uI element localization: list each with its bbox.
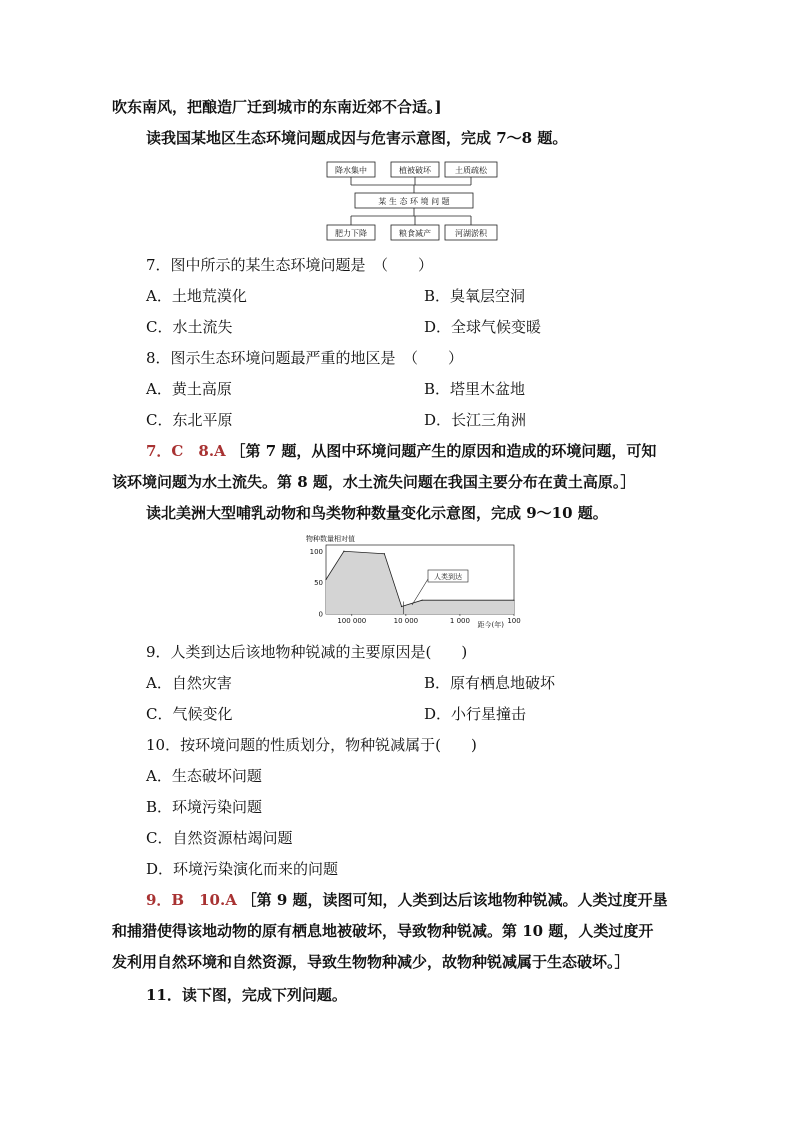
series-point-4 (422, 600, 423, 601)
question-8: 8．图示生态环境问题最严重的地区是 （ ） (146, 349, 464, 367)
answer-9-10-line2: 和捕猎使得该地动物的原有栖息地被破坏，导致物种锐减。第 10 题，人类过度开 (112, 922, 654, 940)
series-area (326, 551, 514, 614)
question-9: 9．人类到达后该地物种锐减的主要原因是( ) (146, 643, 468, 661)
answer-9-10-text1: ［第 9 题，读图可知，人类到达后该地物种锐减。人类过度开垦 (241, 891, 668, 909)
q10-option-a: A．生态破坏问题 (146, 767, 262, 785)
effect-label-1: 肥力下降 (335, 229, 367, 238)
q7-option-a: A．土地荒漠化 (146, 287, 247, 305)
q9-option-c: C．气候变化 (146, 705, 233, 723)
answer-7-8-line1 (146, 441, 656, 461)
y-tick-label-2: 0 (318, 610, 323, 619)
answer-7-8-line2: 该环境问题为水土流失。第 8 题，水土流失问题在我国主要分布在黄土高原。］ (112, 473, 636, 491)
series-point-1 (343, 551, 344, 552)
cause-label-2: 植被破坏 (399, 166, 431, 175)
series-point-0 (325, 579, 326, 580)
y-tick-label-1: 50 (314, 579, 323, 588)
chart-xlabel: 距今(年) (477, 621, 504, 629)
annotation-label: 人类到达 (434, 573, 462, 581)
q10-option-d: D．环境污染演化而来的问题 (146, 860, 339, 878)
q8-option-d: D．长江三角洲 (424, 411, 527, 429)
q7-option-c: C．水土流失 (146, 318, 233, 336)
question-10: 10．按环境问题的性质划分，物种锐减属于( ) (146, 736, 477, 754)
q7-option-d: D．全球气候变暖 (424, 318, 542, 336)
x-tick-label-1: 10 000 (393, 617, 419, 625)
effect-label-3: 河湖淤积 (455, 229, 487, 238)
q10-option-c: C．自然资源枯竭问题 (146, 829, 293, 847)
question-11: 11．读下图，完成下列问题。 (146, 986, 347, 1004)
answer-9-10-line3: 发利用自然环境和自然资源，导致生物物种减少，故物种锐减属于生态破坏。］ (112, 953, 630, 971)
instruction-q7-8: 读我国某地区生态环境问题成因与危害示意图，完成 7～8 题。 (146, 129, 568, 147)
q9-option-a: A．自然灾害 (146, 674, 232, 692)
q10-option-b: B．环境污染问题 (146, 798, 263, 816)
q8-option-b: B．塔里木盆地 (424, 380, 526, 398)
cause-label-3: 土质疏松 (455, 166, 487, 175)
answer-7-8-label: 7．C 8.A (146, 442, 226, 460)
instruction-q9-10: 读北美洲大型哺乳动物和鸟类物种数量变化示意图，完成 9～10 题。 (146, 504, 608, 522)
answer-9-10-line1 (146, 890, 668, 910)
q9-option-b: B．原有栖息地破坏 (424, 674, 556, 692)
cause-label-1: 降水集中 (335, 166, 367, 175)
x-tick-label-3: 100 (507, 617, 521, 625)
q8-option-a: A．黄土高原 (146, 380, 232, 398)
q7-option-b: B．臭氧层空洞 (424, 287, 526, 305)
series-point-3 (401, 606, 402, 607)
q8-option-c: C．东北平原 (146, 411, 233, 429)
cause-effect-diagram (325, 160, 505, 242)
x-tick-label-2: 1 000 (449, 617, 470, 625)
x-tick-label-0: 100 000 (337, 617, 367, 625)
text-line-intro: 吹东南风，把酿造厂迁到城市的东南近郊不合适。] (112, 98, 442, 116)
answer-7-8-text1: ［第 7 题，从图中环境问题产生的原因和造成的环境问题，可知 (230, 442, 657, 460)
series-point-2 (384, 553, 385, 554)
species-chart (300, 533, 525, 629)
y-tick-label-0: 100 (309, 547, 323, 556)
question-7: 7．图中所示的某生态环境问题是 （ ） (146, 256, 434, 274)
chart-title: 物种数量相对值 (306, 535, 355, 543)
effect-label-2: 粮食减产 (399, 229, 431, 238)
q9-option-d: D．小行星撞击 (424, 705, 527, 723)
answer-9-10-label: 9．B 10.A (146, 891, 237, 909)
series-point-5 (513, 600, 514, 601)
center-label: 某 生 态 环 境 问 题 (378, 197, 450, 206)
